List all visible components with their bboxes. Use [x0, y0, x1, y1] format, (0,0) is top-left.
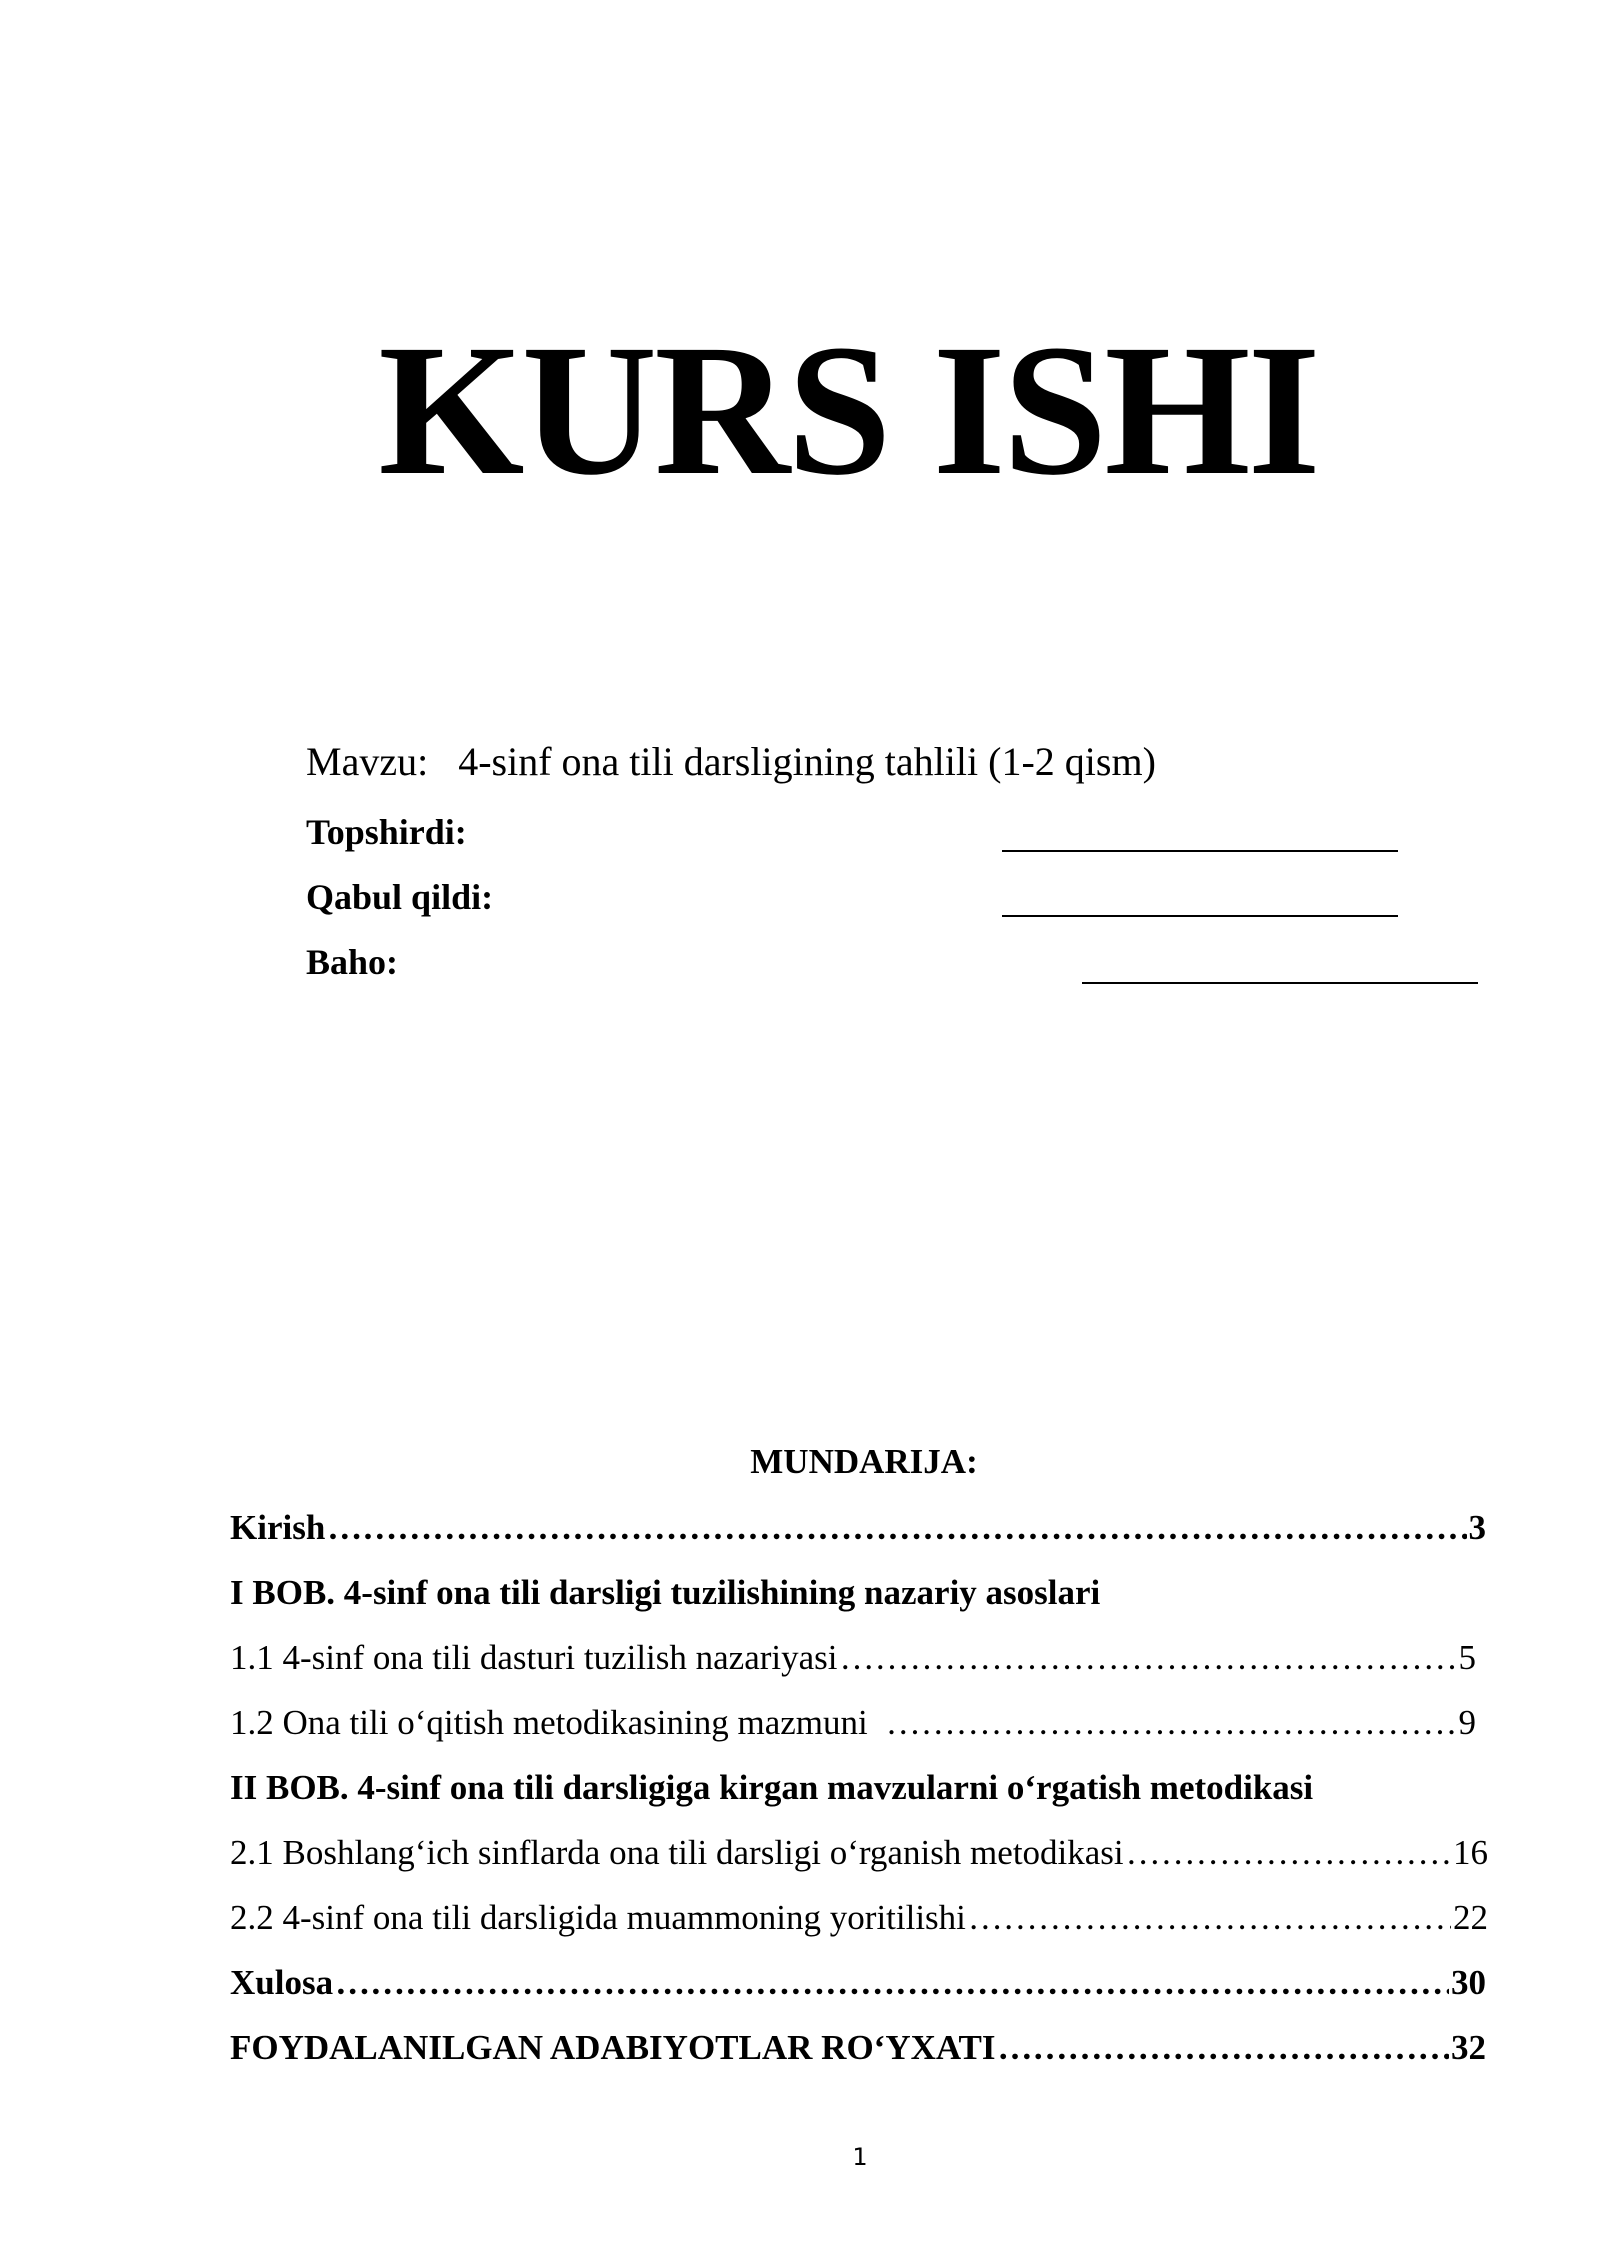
document-title: KURS ISHI [378, 305, 1318, 514]
toc-row [230, 1831, 1488, 1875]
toc-leader-dots [968, 1896, 1451, 1940]
toc-row [230, 1896, 1488, 1940]
toc-row [230, 1701, 1476, 1745]
toc-row-page: 32 [1451, 2028, 1486, 2067]
toc-row-title: 2.1 Boshlang‘ich sinflarda ona tili darsligi o‘rganish metodikasi [230, 1833, 1124, 1872]
toc-leader-dots [840, 1636, 1457, 1680]
toc-row-page: 9 [1458, 1703, 1476, 1742]
toc-row [230, 1636, 1476, 1680]
submitted-by-blank [1002, 850, 1398, 852]
toc-row-title: 2.2 4-sinf ona tili darsligida muammoning yoritilishi [230, 1898, 966, 1937]
toc-row [230, 1961, 1486, 2005]
grade-label: Baho: [306, 942, 399, 982]
toc-leader-dots [886, 1701, 1457, 1745]
submitted-by-label: Topshirdi: [306, 812, 467, 852]
toc-row-page: 22 [1453, 1898, 1488, 1937]
toc-row-title: 1.1 4-sinf ona tili dasturi tuzilish nazariyasi [230, 1638, 838, 1677]
toc-row-page: 30 [1451, 1963, 1486, 2002]
toc-leader-dots [998, 2026, 1449, 2070]
toc-row-page: 16 [1453, 1833, 1488, 1872]
toc-row-title: 1.2 Ona tili o‘qitish metodikasining mazmuni [230, 1703, 868, 1742]
grade-blank [1082, 982, 1478, 984]
toc-leader-dots [335, 1961, 1449, 2005]
toc-row-page: 3 [1468, 1508, 1486, 1547]
toc-row [230, 1506, 1486, 1550]
topic-value: 4-sinf ona tili darsligining tahlili (1-2 qism) [458, 739, 1156, 784]
topic-line [306, 738, 1156, 786]
toc-row-title: Xulosa [230, 1963, 334, 2002]
toc-row [230, 2026, 1486, 2070]
toc-row-title: Kirish [230, 1508, 326, 1547]
topic-label: Mavzu: [306, 739, 429, 784]
toc-chapter-heading: I BOB. 4-sinf ona tili darsligi tuzilishining nazariy asoslari [230, 1573, 1101, 1612]
toc-row-title: FOYDALANILGAN ADABIYOTLAR RO‘YXATI [230, 2028, 996, 2067]
toc-row-page: 5 [1458, 1638, 1476, 1677]
toc-heading: MUNDARIJA: [750, 1442, 978, 1481]
page-number: 1 [852, 2143, 868, 2171]
accepted-by-blank [1002, 915, 1398, 917]
toc-leader-dots [327, 1506, 1466, 1550]
toc-leader-dots [1126, 1831, 1451, 1875]
accepted-by-label: Qabul qildi: [306, 877, 494, 917]
toc-chapter-heading: II BOB. 4-sinf ona tili darsligiga kirgan mavzularni o‘rgatish metodikasi [230, 1768, 1314, 1807]
